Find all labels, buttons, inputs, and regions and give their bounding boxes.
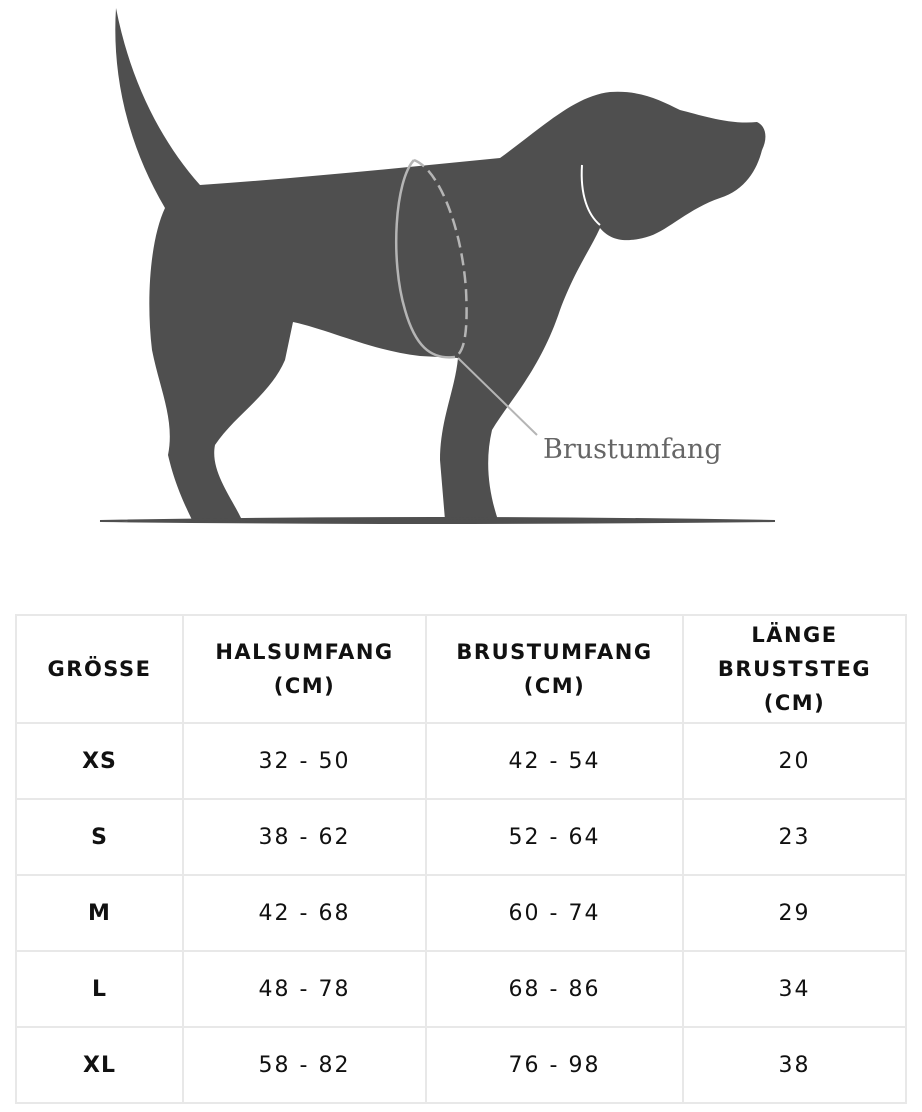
table-header-row <box>16 615 906 723</box>
ground-line <box>100 518 775 523</box>
header-size: GRÖSSE <box>16 615 183 723</box>
cell-size: XS <box>16 723 183 799</box>
cell-size: S <box>16 799 183 875</box>
cell-size: XL <box>16 1027 183 1103</box>
cell-chest: 60 - 74 <box>426 875 683 951</box>
header-neck: HALSUMFANG (CM) <box>183 615 426 723</box>
cell-length: 20 <box>683 723 906 799</box>
chest-label: Brustumfang <box>543 434 722 465</box>
cell-neck: 38 - 62 <box>183 799 426 875</box>
table-row <box>16 723 906 799</box>
cell-length: 38 <box>683 1027 906 1103</box>
cell-neck: 42 - 68 <box>183 875 426 951</box>
cell-chest: 52 - 64 <box>426 799 683 875</box>
cell-chest: 76 - 98 <box>426 1027 683 1103</box>
cell-neck: 32 - 50 <box>183 723 426 799</box>
cell-size: M <box>16 875 183 951</box>
cell-length: 34 <box>683 951 906 1027</box>
header-chest: BRUSTUMFANG (CM) <box>426 615 683 723</box>
cell-chest: 42 - 54 <box>426 723 683 799</box>
table-row <box>16 951 906 1027</box>
table-row <box>16 799 906 875</box>
cell-chest: 68 - 86 <box>426 951 683 1027</box>
size-table <box>15 614 907 1104</box>
cell-size: L <box>16 951 183 1027</box>
cell-neck: 48 - 78 <box>183 951 426 1027</box>
dog-illustration <box>0 0 922 540</box>
table-row <box>16 875 906 951</box>
cell-length: 29 <box>683 875 906 951</box>
table-row <box>16 1027 906 1103</box>
cell-length: 23 <box>683 799 906 875</box>
cell-neck: 58 - 82 <box>183 1027 426 1103</box>
header-length: LÄNGE BRUSTSTEG (CM) <box>683 615 906 723</box>
